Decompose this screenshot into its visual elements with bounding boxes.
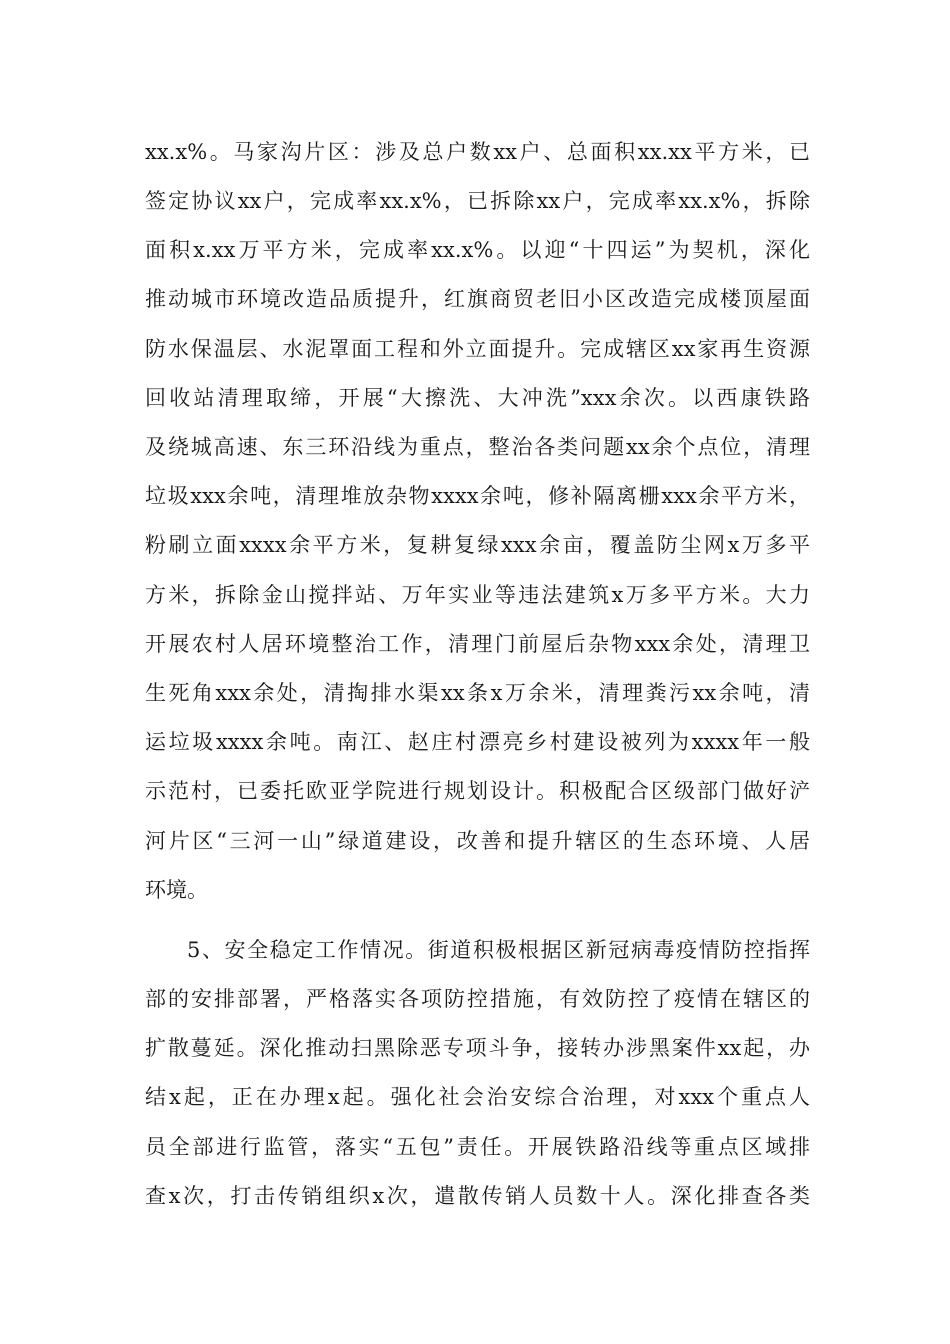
text-line: 签定协议xx户，完成率xx.x%，已拆除xx户，完成率xx.x%，拆除 xyxy=(145,189,810,213)
section-5-first-line: 5、安全稳定工作情况。街道积极根据区新冠病毒疫情防控指挥 xyxy=(187,938,810,962)
text-line: 扩散蔓延。深化推动扫黑除恶专项斗争，接转办涉黑案件xx起，办 xyxy=(145,1036,810,1060)
text-line: 推动城市环境改造品质提升，红旗商贸老旧小区改造完成楼顶屋面 xyxy=(145,287,810,311)
text-line: 环境。 xyxy=(145,878,208,902)
text-line: 示范村，已委托欧亚学院进行规划设计。积极配合区级部门做好浐 xyxy=(145,779,810,803)
text-line: 员全部进行监管，落实“五包”责任。开展铁路沿线等重点区域排 xyxy=(145,1135,810,1159)
text-line: xx.x%。马家沟片区：涉及总户数xx户、总面积xx.xx平方米，已 xyxy=(145,140,810,164)
text-line: 河片区“三河一山”绿道建设，改善和提升辖区的生态环境、人居 xyxy=(145,829,810,853)
text-line: 及绕城高速、东三环沿线为重点，整治各类问题xx余个点位，清理 xyxy=(145,435,810,459)
text-line: 运垃圾xxxx余吨。南江、赵庄村漂亮乡村建设被列为xxxx年一般 xyxy=(145,730,810,754)
text-line: 查x次，打击传销组织x次，遣散传销人员数十人。深化排查各类 xyxy=(145,1184,810,1208)
text-line: 结x起，正在办理x起。强化社会治安综合治理，对xxx个重点人 xyxy=(145,1085,810,1109)
text-line: 防水保温层、水泥罩面工程和外立面提升。完成辖区xx家再生资源 xyxy=(145,337,810,361)
text-line: 方米，拆除金山搅拌站、万年实业等违法建筑x万多平方米。大力 xyxy=(145,583,810,607)
text-line: 回收站清理取缔，开展“大擦洗、大冲洗”xxx余次。以西康铁路 xyxy=(145,386,810,410)
text-line: 开展农村人居环境整治工作，清理门前屋后杂物xxx余处，清理卫 xyxy=(145,632,810,656)
text-line: 面积x.xx万平方米，完成率xx.x%。以迎“十四运”为契机，深化 xyxy=(145,238,810,262)
text-line: 垃圾xxx余吨，清理堆放杂物xxxx余吨，修补隔离栅xxx余平方米， xyxy=(145,484,810,508)
text-line: 生死角xxx余处，清掏排水渠xx条x万余米，清理粪污xx余吨，清 xyxy=(145,681,810,705)
text-line: 部的安排部署，严格落实各项防控措施，有效防控了疫情在辖区的 xyxy=(145,987,810,1011)
text-line: 粉刷立面xxxx余平方米，复耕复绿xxx余亩，覆盖防尘网x万多平 xyxy=(145,533,810,557)
